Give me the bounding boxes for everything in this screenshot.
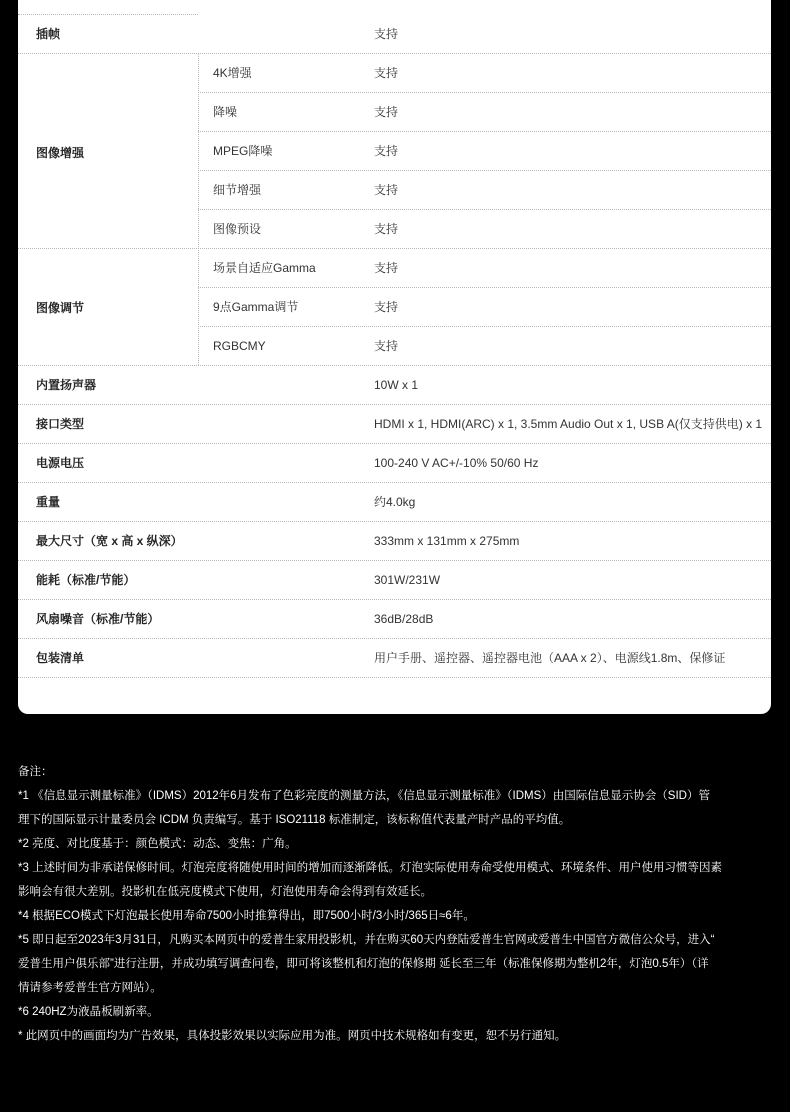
spec-value: 支持 xyxy=(374,339,399,353)
table-row xyxy=(18,405,771,444)
table-row xyxy=(18,522,771,561)
table-row xyxy=(18,600,771,639)
spec-subcategory: 降噪 xyxy=(213,105,238,119)
note-line: *4 根据ECO模式下灯泡最长使用寿命7500小时推算得出，即7500小时/3小时/365日≈6年。 xyxy=(18,910,475,922)
note-line: *6 240HZ为液晶板刷新率。 xyxy=(18,1006,159,1018)
table-row xyxy=(18,132,771,171)
note-line: *1 《信息显示测量标准》（IDMS）2012年6月发布了色彩亮度的测量方法，《信息显示测量标准》（IDMS）由国际信息显示协会（SID）管 xyxy=(18,790,710,802)
spec-value: 301W/231W xyxy=(374,573,441,587)
spec-subcategory: 9点Gamma调节 xyxy=(213,300,299,314)
spec-subcategory: RGBCMY xyxy=(213,339,266,353)
table-row xyxy=(18,366,771,405)
table-row xyxy=(18,327,771,366)
notes-list xyxy=(18,784,758,1048)
note-line: 理下的国际显示计量委员会 ICDM 负责编写。基于 ISO21118 标准制定，该标称值代表量产时产品的平均值。 xyxy=(18,814,571,826)
spec-category: 重量 xyxy=(36,495,61,509)
spec-value: 支持 xyxy=(374,222,399,236)
spec-value: HDMI x 1, HDMI(ARC) x 1, 3.5mm Audio Out x 1, USB A(仅支持供电) x 1 xyxy=(374,417,763,431)
spec-value: 约4.0kg xyxy=(374,495,416,509)
table-row xyxy=(18,288,771,327)
notes-title: 备注： xyxy=(18,766,53,778)
table-row xyxy=(18,171,771,210)
table-row xyxy=(18,54,771,93)
spec-category: 接口类型 xyxy=(36,417,85,431)
note-line: 爱普生用户俱乐部”进行注册，并成功填写调查问卷，即可将该整机和灯泡的保修期 延长至三年（标准保修期为整机2年，灯泡0.5年）（详 xyxy=(18,958,709,970)
column-divider xyxy=(198,54,199,365)
spec-value: 333mm x 131mm x 275mm xyxy=(374,534,520,548)
spec-category: 包装清单 xyxy=(36,651,85,665)
spec-subcategory: MPEG降噪 xyxy=(213,144,273,158)
spec-category: 能耗（标准/节能） xyxy=(36,573,136,587)
spec-subcategory: 细节增强 xyxy=(213,183,262,197)
table-row xyxy=(18,249,771,288)
spec-value: 支持 xyxy=(374,261,399,275)
notes-section xyxy=(18,760,758,1048)
spec-category: 风扇噪音（标准/节能） xyxy=(36,612,160,626)
spec-value: 支持 xyxy=(374,105,399,119)
spec-category: 内置扬声器 xyxy=(36,378,97,392)
table-row xyxy=(18,483,771,522)
note-line: *2 亮度、对比度基于：颜色模式：动态、变焦：广角。 xyxy=(18,838,297,850)
spec-category: 插帧 xyxy=(36,27,61,41)
group-label-image-adjust: 图像调节 xyxy=(36,301,85,315)
note-line: 影响会有很大差别。投影机在低亮度模式下使用，灯泡使用寿命会得到有效延长。 xyxy=(18,886,432,898)
spec-table xyxy=(18,0,771,714)
note-line: 情请参考爱普生官方网站）。 xyxy=(18,982,162,994)
group-label-image-enhance: 图像增强 xyxy=(36,146,85,160)
table-row xyxy=(18,444,771,483)
note-line: *3 上述时间为非承诺保修时间。灯泡亮度将随使用时间的增加而逐渐降低。灯泡实际使用寿命受使用模式、环境条件、用户使用习惯等因素 xyxy=(18,862,723,874)
spec-value: 支持 xyxy=(374,300,399,314)
spec-value: 支持 xyxy=(374,144,399,158)
spec-category: 电源电压 xyxy=(36,456,85,470)
spec-value: 10W x 1 xyxy=(374,378,419,392)
spec-value: 支持 xyxy=(374,183,399,197)
spec-value: 支持 xyxy=(374,66,399,80)
table-row xyxy=(18,93,771,132)
table-row xyxy=(18,561,771,600)
spec-value: 支持 xyxy=(374,27,399,41)
table-row xyxy=(18,15,771,54)
spec-subcategory: 图像预设 xyxy=(213,222,262,236)
spec-subcategory: 场景自适应Gamma xyxy=(213,261,316,275)
spec-value: 36dB/28dB xyxy=(374,612,434,626)
spec-value: 100-240 V AC+/-10% 50/60 Hz xyxy=(374,456,539,470)
spec-category: 最大尺寸（宽 x 高 x 纵深） xyxy=(36,534,183,548)
note-line: *5 即日起至2023年3月31日，凡购买本网页中的爱普生家用投影机，并在购买60天内登陆爱普生官网或爱普生中国官方微信公众号，进入“ xyxy=(18,934,715,946)
note-line: * 此网页中的画面均为广告效果，具体投影效果以实际应用为准。网页中技术规格如有变更，恕不另行通知。 xyxy=(18,1030,567,1042)
table-row xyxy=(18,639,771,678)
spec-subcategory: 4K增强 xyxy=(213,66,252,80)
spec-value: 用户手册、遥控器、遥控器电池（AAA x 2）、电源线1.8m、保修证 xyxy=(374,651,726,665)
table-row xyxy=(18,210,771,249)
